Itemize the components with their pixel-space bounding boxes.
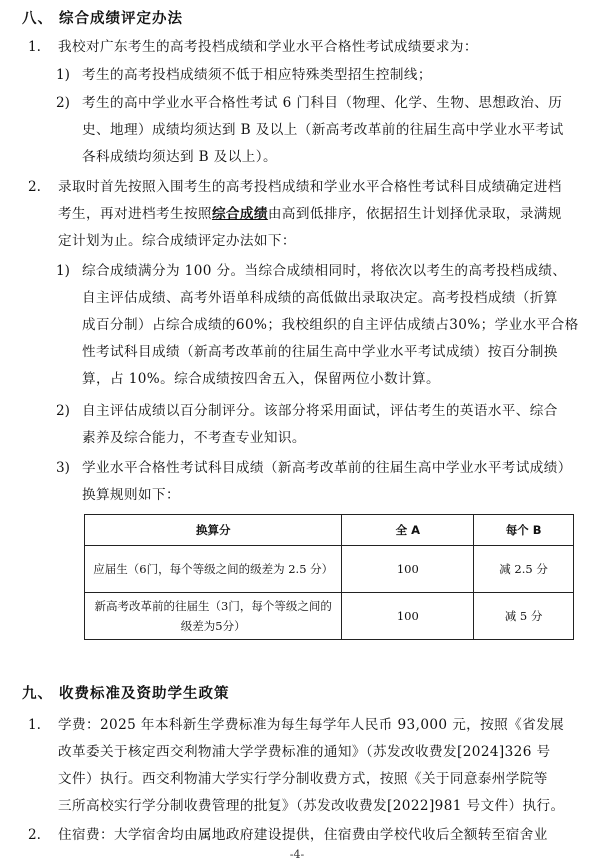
text-segment: 由高到低排序，依据招生计划择优录取，录满规: [267, 206, 562, 222]
table-cell: 减 5 分: [474, 593, 574, 640]
text-line: 自主评估成绩以百分制评分。该部分将采用面试，评估考生的英语水平、综合: [82, 403, 558, 419]
text-line: 学费：2025 年本科新生学费标准为每生每学年人民币 93,000 元，按照《省发展: [58, 717, 565, 733]
page-number: -4-: [289, 848, 305, 861]
sub-2-1-number: 1): [56, 263, 70, 279]
table-header-cell: 全 A: [342, 515, 474, 546]
item-9-1-number: 1.: [28, 717, 41, 733]
text-line: 自主评估成绩、高考外语单科成绩的高低做出录取决定。高考投档成绩（折算: [82, 290, 558, 306]
text-line: [58, 201, 562, 228]
sub-2-2-number: 2): [56, 403, 70, 419]
text-line: 综合成绩满分为 100 分。当综合成绩相同时，将依次以考生的高考投档成绩、: [82, 263, 567, 279]
text-line: 录取时首先按照入围考生的高考投档成绩和学业水平合格性考试科目成绩确定进档: [58, 179, 562, 195]
text-line: 文件）执行。西交利物浦大学实行学分制收费方式，按照《关于同意泰州学院等: [58, 771, 548, 787]
section-8-title: 八、 综合成绩评定办法: [22, 11, 184, 27]
sub-2-3-number: 3): [56, 460, 70, 476]
table-cell: 新高考改革前的往届生（3门，每个等级之间的级差为5分）: [85, 593, 342, 640]
table-cell: 减 2.5 分: [474, 546, 574, 593]
conversion-table: [84, 514, 574, 640]
sub-1-1-number: 1): [56, 67, 70, 83]
table-cell: 应届生（6门，每个等级之间的级差为 2.5 分）: [85, 546, 342, 593]
text-line: 三所高校实行学分制收费管理的批复》（苏发改收费发[2022]981 号文件）执行。: [58, 798, 565, 814]
text-line: 各科成绩均须达到 B 及以上）。: [82, 149, 277, 165]
item-1-text: [58, 34, 478, 61]
text-line: 我校对广东考生的高考投档成绩和学业水平合格性考试成绩要求为：: [58, 39, 478, 55]
table-row: [85, 593, 574, 640]
section-9-title: 九、 收费标准及资助学生政策: [22, 686, 230, 702]
table-header-cell: 每个 B: [474, 515, 574, 546]
item-9-1-text: [58, 712, 564, 820]
text-segment: 考生，再对进档考生按照: [58, 206, 212, 222]
emphasized-term: 综合成绩: [211, 206, 268, 222]
sub-2-1-text: [82, 258, 579, 393]
text-line: 考生的高考投档成绩须不低于相应特殊类型招生控制线；: [82, 67, 432, 83]
text-line: 成百分制）占综合成绩的60%；我校组织的自主评估成绩占30%；学业水平合格: [82, 317, 579, 333]
item-1-number: 1.: [28, 39, 41, 55]
table-row: [85, 546, 574, 593]
item-9-2-text: [58, 822, 548, 849]
text-line: 考生的高中学业水平合格性考试 6 门科目（物理、化学、生物、思想政治、历: [82, 95, 563, 111]
text-line: 换算规则如下：: [82, 487, 180, 503]
sub-1-1-text: [82, 62, 432, 89]
table-cell: 100: [342, 593, 474, 640]
text-line: 素养及综合能力，不考查专业知识。: [82, 430, 306, 446]
item-2-text: [58, 174, 562, 255]
sub-2-3-text: [82, 455, 572, 509]
text-line: 改革委关于核定西交利物浦大学学费标准的通知》（苏发改收费发[2024]326 号: [58, 744, 551, 760]
table-header-row: [85, 515, 574, 546]
table-header-cell: 换算分: [85, 515, 342, 546]
item-9-2-number: 2.: [28, 827, 41, 843]
text-line: 定计划为止。综合成绩评定办法如下：: [58, 233, 296, 249]
text-line: 算，占 10%。综合成绩按四舍五入，保留两位小数计算。: [82, 371, 440, 387]
table-cell: 100: [342, 546, 474, 593]
text-line: 性考试科目成绩（新高考改革前的往届生高中学业水平考试成绩）按百分制换: [82, 344, 558, 360]
text-line: 史、地理）成绩均须达到 B 及以上（新高考改革前的往届生高中学业水平考试: [82, 122, 564, 138]
sub-2-2-text: [82, 398, 558, 452]
sub-1-2-text: [82, 90, 564, 171]
text-line: 住宿费：大学宿舍均由属地政府建设提供，住宿费由学校代收后全额转至宿舍业: [58, 827, 548, 843]
sub-1-2-number: 2): [56, 95, 70, 111]
item-2-number: 2.: [28, 179, 41, 195]
text-line: 学业水平合格性考试科目成绩（新高考改革前的往届生高中学业水平考试成绩）: [82, 460, 572, 476]
